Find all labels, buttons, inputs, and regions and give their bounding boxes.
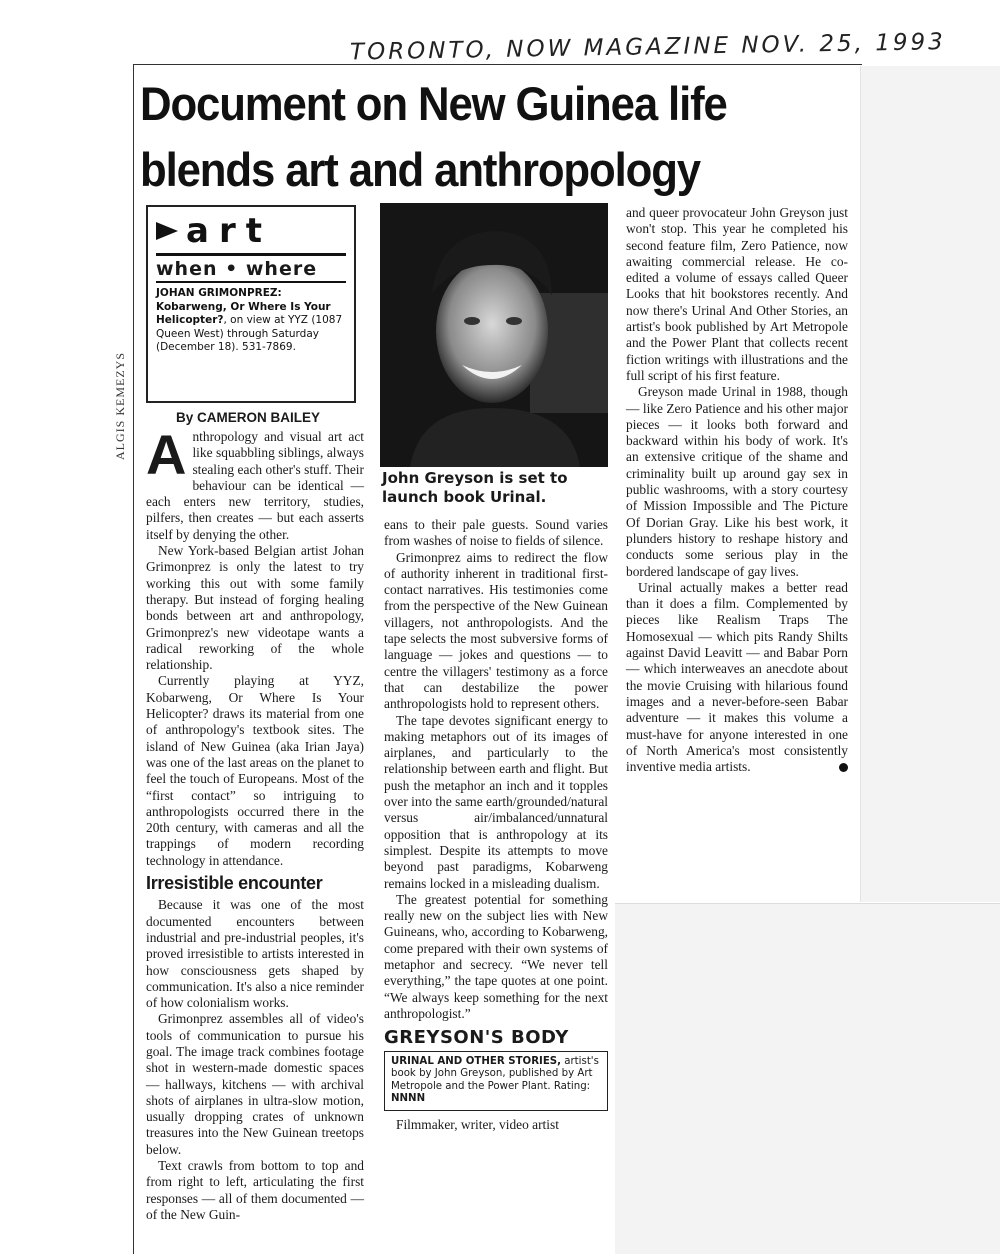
byline: By CAMERON BAILEY — [176, 410, 321, 425]
review-info-box — [384, 1051, 608, 1111]
paragraph: The tape devotes significant energy to making metaphors out of its images of airplanes, and particularly to the relationship between earth and flight. But push the metaphor an inch and it topples over into the same earth/grounded/natural versus air/imbalanced/unnatural opposition that is anthropology at its simplest. Despite its attempts to move beyond past paradigms, Kobarweng remains locked in a misleading dualism. — [384, 712, 608, 891]
paragraph: and queer provocateur John Greyson just won't stop. This year he completed his second feature film, Zero Patience, now awaiting commercial release. He co-edited a volume of essays called Queer Looks that hit bookstores recently. And now there's Urinal And Other Stories, an artist's book published by Art Metropole and the Power Plant that collects recent fiction writings with illustrations and the full script of his first feature. — [626, 205, 848, 383]
paragraph: Grimonprez assembles all of video's tools of communication to pursue his goal. The image track combines footage shot in western-made domestic spaces — hallways, kitchens — with archival shots of airplanes in ultra-slow motion, usually dropping crates of unknown treasures into the New Guinean treetops below. — [146, 1011, 364, 1157]
paragraph: Anthropology and visual art act like squabbling siblings, always stealing each other's stuff. Their behaviour can be identical — each enters new territory, studies, pilfers, then creates — but each asserts itself by denying the other. — [146, 423, 364, 542]
paragraph: Currently playing at YYZ, Kobarweng, Or Where Is Your Helicopter? draws its material from one of anthropology's textbook sites. The island of New Guinea (aka Irian Jaya) was one of the last areas on the planet to feel the touch of Europeans. Most of the “first contact” so intriguing to anthropologists occurred there in the 20th century, with cameras and all the trappings of modern recording technology in attendance. — [146, 673, 364, 868]
portrait-photo — [380, 203, 608, 467]
photo-credit: ALGIS KEMEZYS — [113, 352, 127, 460]
drop-cap: A — [146, 423, 187, 486]
review-rating: NNNN — [391, 1093, 426, 1104]
column-2 — [384, 517, 608, 1133]
headline-line-2: blends art and anthropology — [140, 143, 700, 196]
handwritten-source-note: TORONTO, NOW MAGAZINE NOV. 25, 1993 — [349, 29, 947, 66]
headline — [140, 71, 806, 203]
column-3 — [626, 205, 848, 775]
section-label: art — [186, 211, 272, 251]
paragraph: Because it was one of the most documented encounters between industrial and pre-industrial peoples, it's proved irresistible to artists interested in how consciousness gets shaped by communication. It's also a nice reminder of how colonialism works. — [146, 897, 364, 1011]
art-section-header — [156, 213, 346, 249]
photo-caption: John Greyson is set to launch book Urinal. — [382, 469, 568, 506]
paragraph: New York-based Belgian artist Johan Grimonprez is only the latest to try working this out with some family therapy. But instead of forging healing bonds between art and anthropology, Grimonprez's new videotape wants a radical reworking of the whole relationship. — [146, 543, 364, 673]
art-listing-box — [146, 205, 356, 403]
paragraph: Filmmaker, writer, video artist — [396, 1116, 559, 1132]
subhead: Irresistible encounter — [146, 873, 323, 894]
paragraph: Urinal actually makes a better read than it does a film. Complemented by pieces like Realism Traps The Homosexual — which pits Randy Shilts against David Leavitt — and Babar Porn — which interweaves an anecdote about the movie Cruising with hilarious found images and a never-before-seen Babar adventure — it makes this volume a must-have for anyone interested in one of North America's most consistently inventive media artists. — [626, 579, 848, 775]
paragraph: The greatest potential for something really new on the subject lies with New Guineans, who, according to Kobarweng, come prepared with their own systems of metaphor and secrecy. “We never tell everything,” the tape quotes at one point. “We always keep something for the next anthropologist.” — [384, 891, 608, 1021]
triangle-arrow-icon — [156, 222, 178, 240]
headline-line-1: Document on New Guinea life — [140, 77, 727, 130]
listing-title: JOHAN GRIMONPREZ: Kobarweng, Or Where Is Your Helicopter? — [156, 287, 331, 326]
paragraph: eans to their pale guests. Sound varies from washes of noise to fields of silence. — [384, 517, 608, 549]
newspaper-article — [133, 64, 862, 1254]
listing-venue: , on view at YYZ (1087 Queen West) through Saturday (December 18). 531-7869. — [156, 314, 343, 353]
clipping-edge-right — [860, 66, 1000, 902]
column-1 — [146, 423, 364, 1223]
paragraph: Grimonprez aims to redirect the flow of authority inherent in traditional first-contact narratives. His testimonies come from the perspective of the New Guinean villagers, not anthropologists. And the tape selects the most subversive forms of language — jokes and questions — to centre the villagers' testimony as a force that can destabilize the power anthropologists hold to represent others. — [384, 549, 608, 712]
portrait-photo-image — [380, 203, 608, 467]
paragraph: Text crawls from bottom to top and from right to left, articulating the first responses — all of them documented — of the New Guin- — [146, 1158, 364, 1222]
listing-details — [156, 287, 346, 355]
when-where-label: when • where — [156, 253, 346, 283]
review-book-title: URINAL AND OTHER STORIES, — [391, 1055, 562, 1067]
review-details: artist's book by John Greyson, published by Art Metropole and the Power Plant. Rating: — [391, 1055, 599, 1092]
end-mark-icon — [839, 763, 848, 772]
paragraph: Greyson made Urinal in 1988, though — like Zero Patience and his other major pieces — it looks both forward and backward within his body of work. It's an extensive critique of the shame and criminality built up around gay sex in public washrooms, with a story courtesy of Mission Impossible and The Picture Of Dorian Gray. Like his best work, it plunders history to reshape history and conducts some serious play in the bordered landscape of gay lives. — [626, 384, 848, 579]
review-title: GREYSON'S BODY — [384, 1027, 569, 1049]
